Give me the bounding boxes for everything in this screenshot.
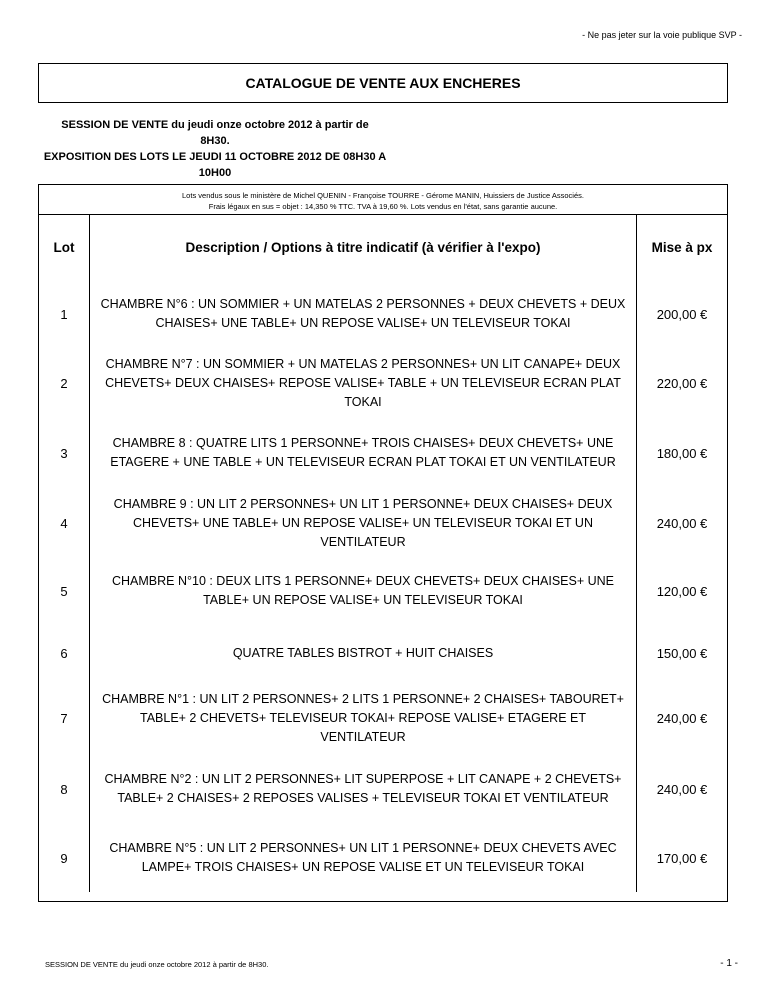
legal-line: Lots vendus sous le ministère de Michel QUENIN - Françoise TOURRE - Gérome MANIN, Huissiers de Justice Associés. <box>182 191 584 200</box>
exposition-line: 10H00 <box>198 167 232 179</box>
lot-description: CHAMBRE 8 : QUATRE LITS 1 PERSONNE+ TROIS CHAISES+ DEUX CHEVETS+ UNE ETAGERE + UNE TABLE + UN TELEVISEUR ECRAN PLAT TOKAI ET UN VENTILATEUR <box>89 418 637 488</box>
table-row <box>39 280 727 348</box>
session-line: SESSION DE VENTE du jeudi onze octobre 2012 à partir de <box>61 119 369 131</box>
lot-price: 220,00 € <box>656 375 708 391</box>
lot-price: 180,00 € <box>656 445 708 461</box>
lot-number: 6 <box>60 645 68 661</box>
table-row <box>39 682 727 754</box>
session-line: 8H30. <box>200 135 230 147</box>
table-row <box>39 824 727 892</box>
lot-price: 240,00 € <box>656 781 708 797</box>
catalog-title-box <box>38 63 728 103</box>
table-header-row <box>39 215 727 280</box>
lot-description: CHAMBRE N°5 : UN LIT 2 PERSONNES+ UN LIT 1 PERSONNE+ DEUX CHEVETS AVEC LAMPE+ TROIS CHAISES+ UN REPOSE VALISE ET UN TELEVISEUR TOKAI <box>89 824 637 892</box>
lot-number: 8 <box>60 781 68 797</box>
lot-number: 5 <box>60 583 68 599</box>
lot-price: 120,00 € <box>656 583 708 599</box>
column-header-description: Description / Options à titre indicatif (à vérifier à l'expo) <box>89 215 637 280</box>
lot-description: CHAMBRE N°10 : DEUX LITS 1 PERSONNE+ DEUX CHEVETS+ DEUX CHAISES+ UNE TABLE+ UN REPOSE VALISE+ UN TELEVISEUR TOKAI <box>89 558 637 624</box>
lot-price: 150,00 € <box>656 645 708 661</box>
lots-table <box>38 184 728 902</box>
lot-description: CHAMBRE N°2 : UN LIT 2 PERSONNES+ LIT SUPERPOSE + LIT CANAPE + 2 CHEVETS+ TABLE+ 2 CHAISES+ 2 REPOSES VALISES + TELEVISEUR TOKAI ET VENTILATEUR <box>89 754 637 824</box>
lot-number: 7 <box>60 710 68 726</box>
lot-rows <box>39 280 727 892</box>
column-header-price: Mise à px <box>651 240 713 255</box>
lot-number: 2 <box>60 375 68 391</box>
legal-line: Frais légaux en sus = objet : 14,350 % TTC. TVA à 19,60 %. Lots vendus en l'état, sans garantie aucune. <box>208 202 558 211</box>
lot-number: 1 <box>60 306 68 322</box>
lot-number: 9 <box>60 850 68 866</box>
column-header-lot: Lot <box>53 240 75 255</box>
header-note: - Ne pas jeter sur la voie publique SVP - <box>582 30 742 40</box>
table-row <box>39 488 727 558</box>
lot-description: CHAMBRE 9 : UN LIT 2 PERSONNES+ UN LIT 1 PERSONNE+ DEUX CHAISES+ DEUX CHEVETS+ UNE TABLE+ UN REPOSE VALISE+ UN TELEVISEUR TOKAI ET UN VENTILATEUR <box>89 488 637 558</box>
catalog-title: CATALOGUE DE VENTE AUX ENCHERES <box>245 75 521 91</box>
lot-description: QUATRE TABLES BISTROT + HUIT CHAISES <box>89 624 637 682</box>
table-row <box>39 624 727 682</box>
footer-session: SESSION DE VENTE du jeudi onze octobre 2012 à partir de 8H30. <box>45 960 269 969</box>
table-row <box>39 558 727 624</box>
lot-price: 240,00 € <box>656 710 708 726</box>
exposition-line: EXPOSITION DES LOTS LE JEUDI 11 OCTOBRE 2012 DE 08H30 A <box>43 151 387 163</box>
legal-notice <box>39 185 727 215</box>
table-row <box>39 418 727 488</box>
lot-number: 4 <box>60 515 68 531</box>
table-row <box>39 754 727 824</box>
lot-price: 240,00 € <box>656 515 708 531</box>
lot-description: CHAMBRE N°7 : UN SOMMIER + UN MATELAS 2 PERSONNES+ UN LIT CANAPE+ DEUX CHEVETS+ DEUX CHAISES+ REPOSE VALISE+ TABLE + UN TELEVISEUR ECRAN PLAT TOKAI <box>89 348 637 418</box>
lot-description: CHAMBRE N°1 : UN LIT 2 PERSONNES+ 2 LITS 1 PERSONNE+ 2 CHAISES+ TABOURET+ TABLE+ 2 CHEVETS+ TELEVISEUR TOKAI+ REPOSE VALISE+ ETAGERE ET VENTILATEUR <box>89 682 637 754</box>
session-info <box>40 117 390 181</box>
lot-description: CHAMBRE N°6 : UN SOMMIER + UN MATELAS 2 PERSONNES + DEUX CHEVETS + DEUX CHAISES+ UNE TABLE+ UN REPOSE VALISE+ UN TELEVISEUR TOKAI <box>89 280 637 348</box>
page-number: - 1 - <box>720 958 738 969</box>
lot-price: 170,00 € <box>656 850 708 866</box>
lot-price: 200,00 € <box>656 306 708 322</box>
table-row <box>39 348 727 418</box>
lot-number: 3 <box>60 445 68 461</box>
